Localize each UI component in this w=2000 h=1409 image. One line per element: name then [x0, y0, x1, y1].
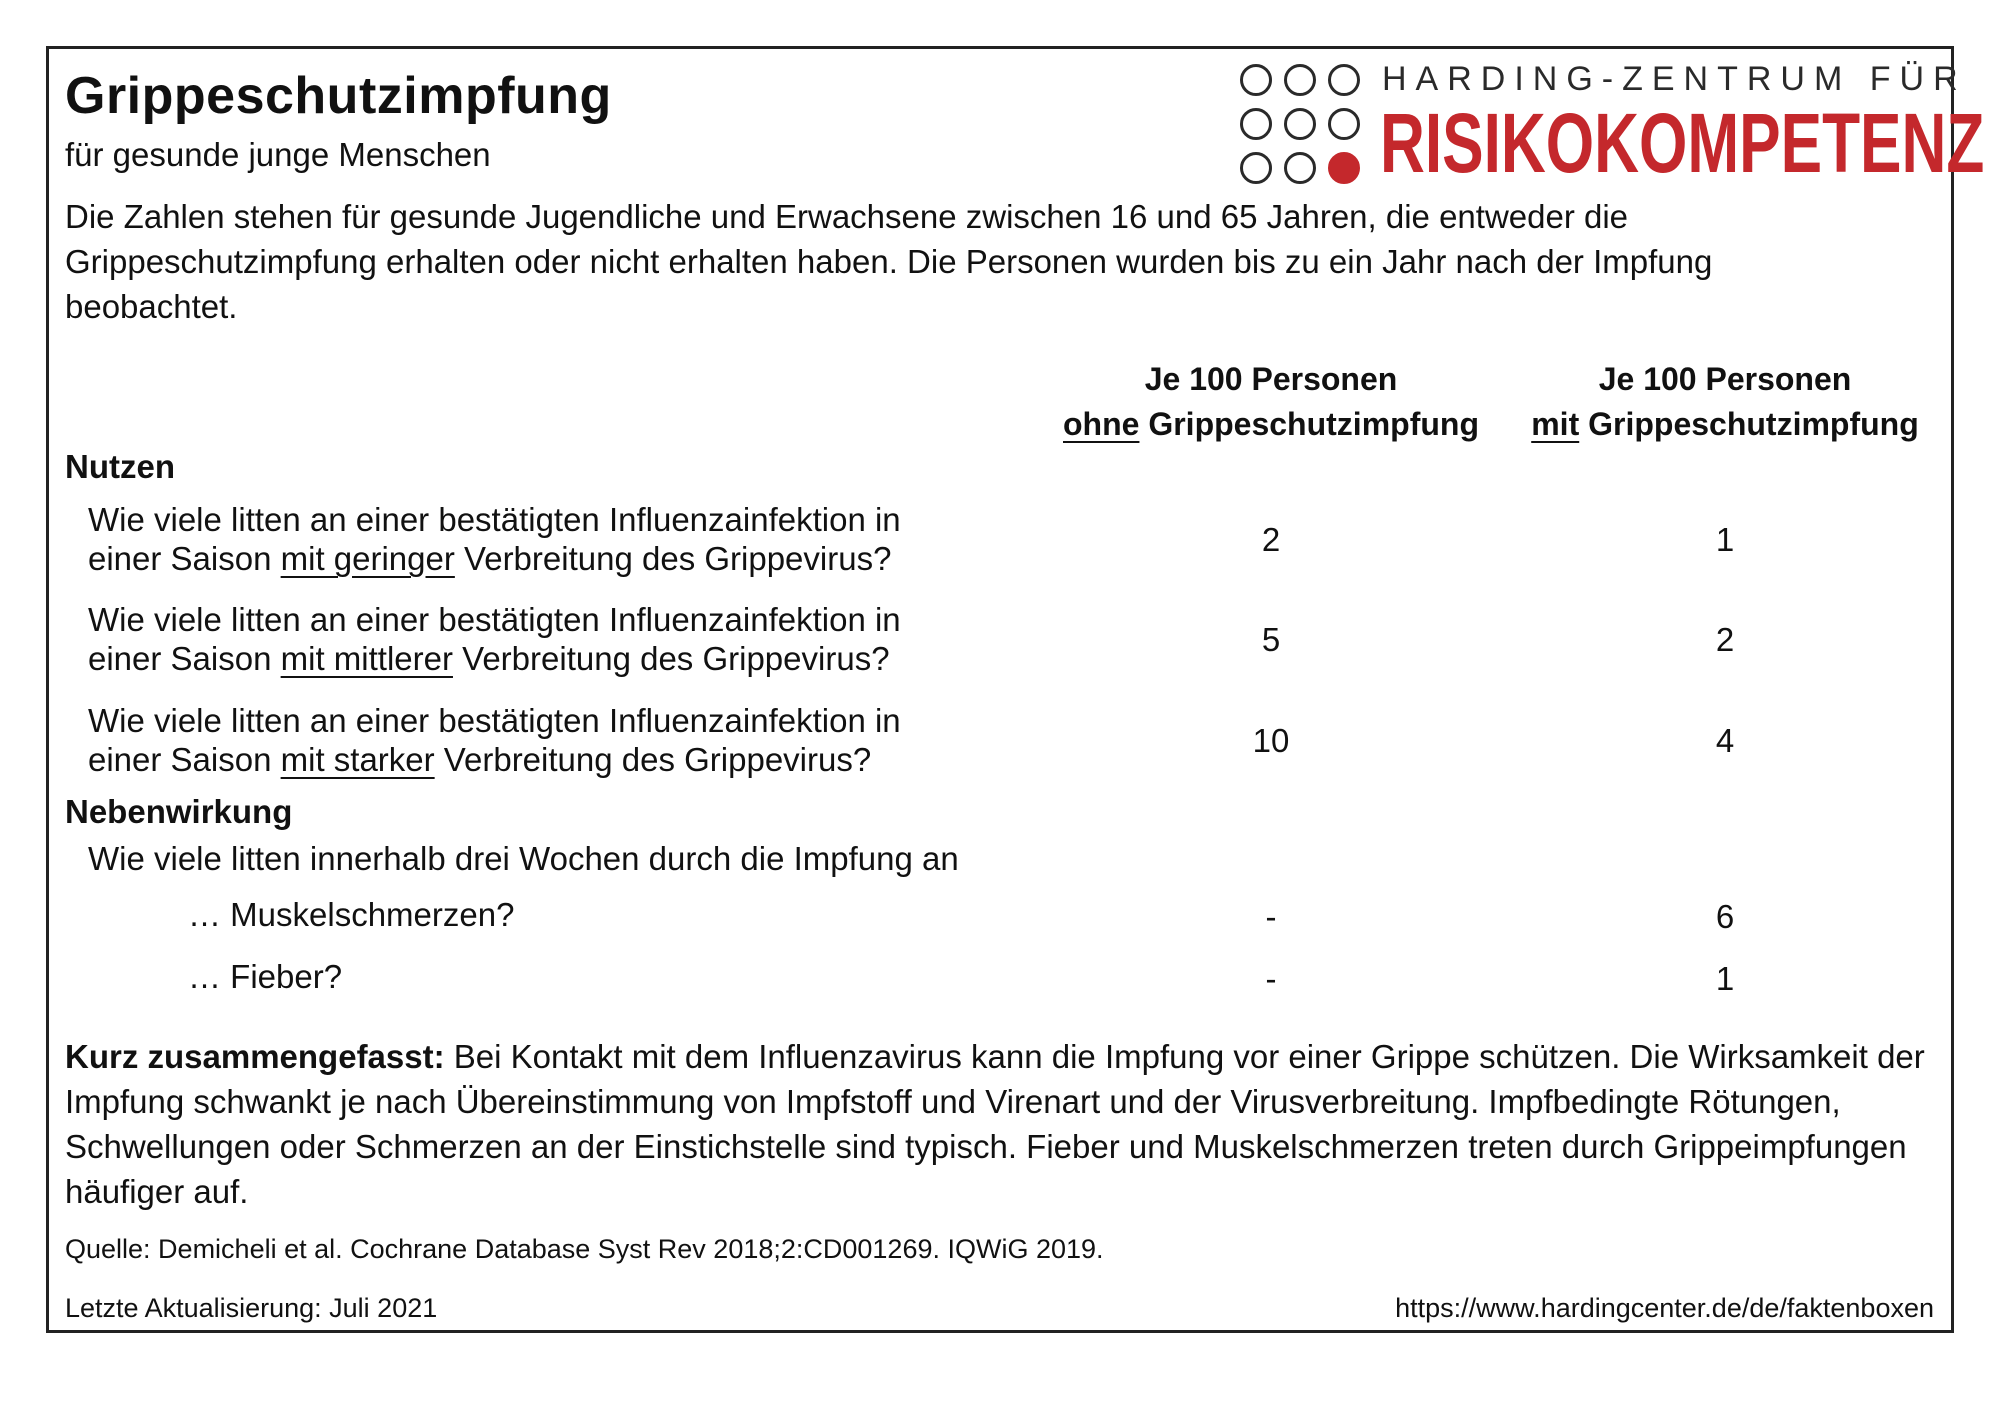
source-citation: Quelle: Demicheli et al. Cochrane Database Syst Rev 2018;2:CD001269. IQWiG 2019.	[65, 1234, 1104, 1264]
intro-text: Die Zahlen stehen für gesunde Jugendliche und Erwachsene zwischen 16 und 65 Jahren, die entweder die Grippeschutzimpfung erhalten oder nicht erhalten haben. Die Personen wurden bis zu ein Jahr nach der Impfung beobachtet.	[65, 198, 1713, 325]
value-without: -	[1265, 898, 1277, 935]
factbox-url: https://www.hardingcenter.de/de/faktenboxen	[1395, 1293, 1934, 1323]
column-header-with	[1480, 357, 1970, 447]
question-text: Verbreitung des Grippevirus?	[454, 540, 892, 577]
summary-paragraph	[65, 1034, 1925, 1214]
value-with: 2	[1715, 621, 1735, 658]
question-emphasis: mit starker	[280, 741, 435, 778]
value-without: 10	[1252, 722, 1290, 759]
section-heading-benefits: Nutzen	[65, 448, 175, 485]
value-with: 1	[1715, 960, 1735, 997]
last-updated: Letzte Aktualisierung: Juli 2021	[65, 1293, 438, 1323]
summary-lead: Kurz zusammengefasst:	[65, 1038, 445, 1075]
benefit-question	[88, 500, 1048, 578]
value-with: 1	[1715, 521, 1735, 558]
column-header-rest: Grippeschutzimpfung	[1139, 406, 1479, 442]
logo-line-2: RISIKOKOMPETENZ	[1380, 96, 1985, 190]
side-effect-label: … Muskelschmerzen?	[188, 896, 515, 933]
page-title: Grippeschutzimpfung	[65, 67, 612, 125]
summary-text: Bei Kontakt mit dem Influenzavirus kann die Impfung vor einer Grippe schützen. Die Wirksamkeit der Impfung schwankt je nach Übereinstimmung von Impfstoff und Virenart und der Virusverbreitung. Impfbedingte Rötungen, Schwellungen oder Schmerzen an der Einstichstelle sind typisch. Fieber und Muskelschmerzen treten durch Grippeimpfungen häufiger auf.	[65, 1038, 1925, 1210]
column-header-line: Je 100 Personen	[1144, 361, 1398, 397]
question-line: Wie viele litten an einer bestätigten Influenzainfektion in	[88, 601, 901, 638]
harding-center-logo	[1240, 60, 1985, 190]
question-text: einer Saison	[88, 741, 281, 778]
column-header-line: Je 100 Personen	[1598, 361, 1852, 397]
question-emphasis: mit geringer	[280, 540, 455, 577]
question-text: einer Saison	[88, 640, 281, 677]
value-without: -	[1265, 960, 1277, 997]
benefit-question	[88, 701, 1048, 779]
question-text: einer Saison	[88, 540, 281, 577]
value-without: 2	[1261, 521, 1281, 558]
question-emphasis: mit mittlerer	[280, 640, 453, 677]
question-line: Wie viele litten an einer bestätigten Influenzainfektion in	[88, 702, 901, 739]
page-subtitle: für gesunde junge Menschen	[65, 136, 491, 173]
question-text: Verbreitung des Grippevirus?	[434, 741, 872, 778]
logo-dots-icon	[1240, 64, 1358, 182]
column-header-keyword: ohne	[1063, 406, 1140, 442]
question-line: Wie viele litten an einer bestätigten Influenzainfektion in	[88, 501, 901, 538]
value-with: 4	[1715, 722, 1735, 759]
column-header-rest: Grippeschutzimpfung	[1579, 406, 1919, 442]
value-without: 5	[1261, 621, 1281, 658]
section-heading-side-effects: Nebenwirkung	[65, 793, 293, 830]
logo-line-1: HARDING-ZENTRUM FÜR	[1382, 60, 1967, 98]
side-effect-question: Wie viele litten innerhalb drei Wochen durch die Impfung an	[88, 840, 959, 877]
benefit-question	[88, 600, 1048, 678]
question-text: Verbreitung des Grippevirus?	[452, 640, 890, 677]
column-header-keyword: mit	[1531, 406, 1580, 442]
value-with: 6	[1715, 898, 1735, 935]
column-header-without	[1026, 357, 1516, 447]
side-effect-label: … Fieber?	[188, 958, 343, 995]
